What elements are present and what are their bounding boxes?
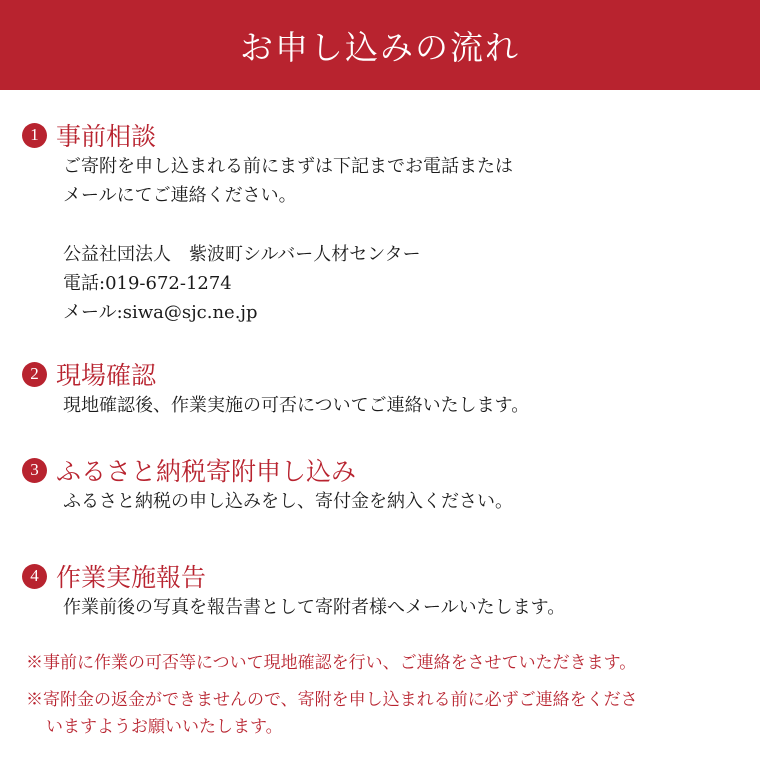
step-1-text-line: メールにてご連絡ください。	[63, 185, 297, 206]
step-1-text-line: ご寄附を申し込まれる前にまずは下記までお電話または	[63, 156, 513, 177]
note-1: ※事前に作業の可否等について現地確認を行い、ご連絡をさせていただきます。	[26, 653, 637, 673]
step-4	[22, 559, 742, 622]
contact-org: 公益社団法人 紫波町シルバー人材センター	[63, 244, 421, 265]
step-3-text-line: ふるさと納税の申し込みをし、寄付金を納入ください。	[63, 491, 513, 512]
step-4-header	[22, 559, 742, 593]
note-2	[26, 687, 746, 741]
step-1	[22, 118, 742, 327]
step-2-body	[63, 391, 742, 420]
step-2-title: 現場確認	[56, 361, 157, 390]
step-4-body	[63, 593, 742, 622]
page-title: お申し込みの流れ	[240, 27, 520, 67]
note-2-line-1: ※寄附金の返金ができませんので、寄附を申し込まれる前に必ずご連絡をくださ	[26, 690, 638, 710]
step-2	[22, 357, 742, 420]
step-4-text-line: 作業前後の写真を報告書として寄附者様へメールいたします。	[63, 597, 566, 618]
step-3-body	[63, 487, 742, 516]
step-3-header	[22, 453, 742, 487]
step-number-badge: 4	[22, 564, 47, 589]
header-banner	[0, 0, 760, 90]
step-2-header	[22, 357, 742, 391]
step-1-body	[63, 152, 742, 327]
notes-section	[26, 650, 746, 751]
step-number-badge: 3	[22, 458, 47, 483]
step-3-title: ふるさと納税寄附申し込み	[56, 457, 357, 486]
step-1-header	[22, 118, 742, 152]
step-2-text-line: 現地確認後、作業実施の可否についてご連絡いたします。	[63, 395, 530, 416]
step-number-badge: 2	[22, 362, 47, 387]
step-number-badge: 1	[22, 123, 47, 148]
step-1-title: 事前相談	[56, 122, 157, 151]
contact-email: メール:siwa@sjc.ne.jp	[63, 302, 258, 323]
note-2-line-2: いますようお願いいたします。	[46, 717, 283, 737]
step-4-title: 作業実施報告	[56, 563, 207, 592]
contact-phone: 電話:019-672-1274	[63, 273, 232, 294]
step-3	[22, 453, 742, 516]
